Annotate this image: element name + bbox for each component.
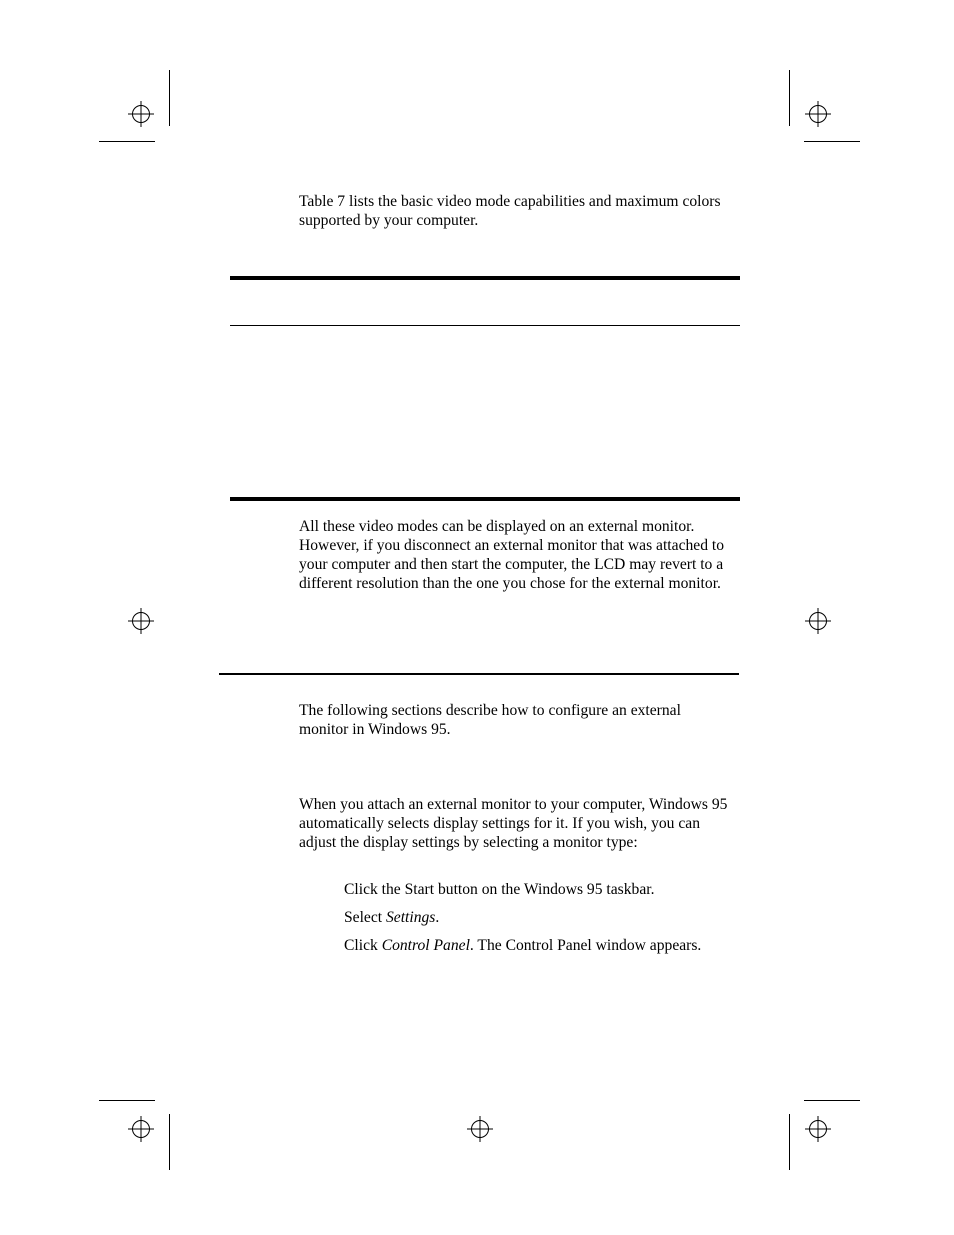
step-2-suffix: . [435,909,440,926]
crop-mark-top-left-horizontal [99,141,155,142]
registration-mark-icon [467,1116,493,1142]
registration-mark-icon [805,101,831,127]
step-2 [344,908,439,927]
step-2-emphasis: Settings [386,909,436,926]
attach-monitor-paragraph: When you attach an external monitor to your computer, Windows 95 automatically selects display settings for it. If you wish, you can adjust the display settings by selecting a monitor type: [299,796,728,851]
table-bottom-rule [230,497,740,501]
table-top-rule [230,276,740,280]
step-1-text: Click the Start button on the Windows 95 taskbar. [344,881,655,898]
external-monitor-note: All these video modes can be displayed on an external monitor. However, if you disconnect an external monitor that was attached to your computer and then start the computer, the LCD may revert to a different resolution than the one you chose for the external monitor. [299,518,725,592]
table-body [230,326,740,497]
crop-mark-bottom-left-vertical [169,1114,170,1170]
crop-mark-top-right-vertical [789,70,790,126]
registration-mark-icon [128,1116,154,1142]
step-3-suffix: . The Control Panel window appears. [469,937,702,954]
step-3-emphasis: Control Panel [381,937,470,954]
registration-mark-icon [128,608,154,634]
crop-mark-top-right-horizontal [804,141,860,142]
section-divider [219,673,739,675]
configure-intro-paragraph: The following sections describe how to configure an external monitor in Windows 95. [299,702,681,738]
step-3 [344,936,701,955]
intro-paragraph: Table 7 lists the basic video mode capabilities and maximum colors supported by your computer. [299,193,721,229]
registration-mark-icon [128,101,154,127]
step-2-text: Select [344,909,386,926]
registration-mark-icon [805,1116,831,1142]
step-1 [344,880,655,899]
crop-mark-bottom-right-horizontal [804,1100,860,1101]
crop-mark-bottom-right-vertical [789,1114,790,1170]
step-3-text: Click [344,937,382,954]
crop-mark-top-left-vertical [169,70,170,126]
crop-mark-bottom-left-horizontal [99,1100,155,1101]
registration-mark-icon [805,608,831,634]
